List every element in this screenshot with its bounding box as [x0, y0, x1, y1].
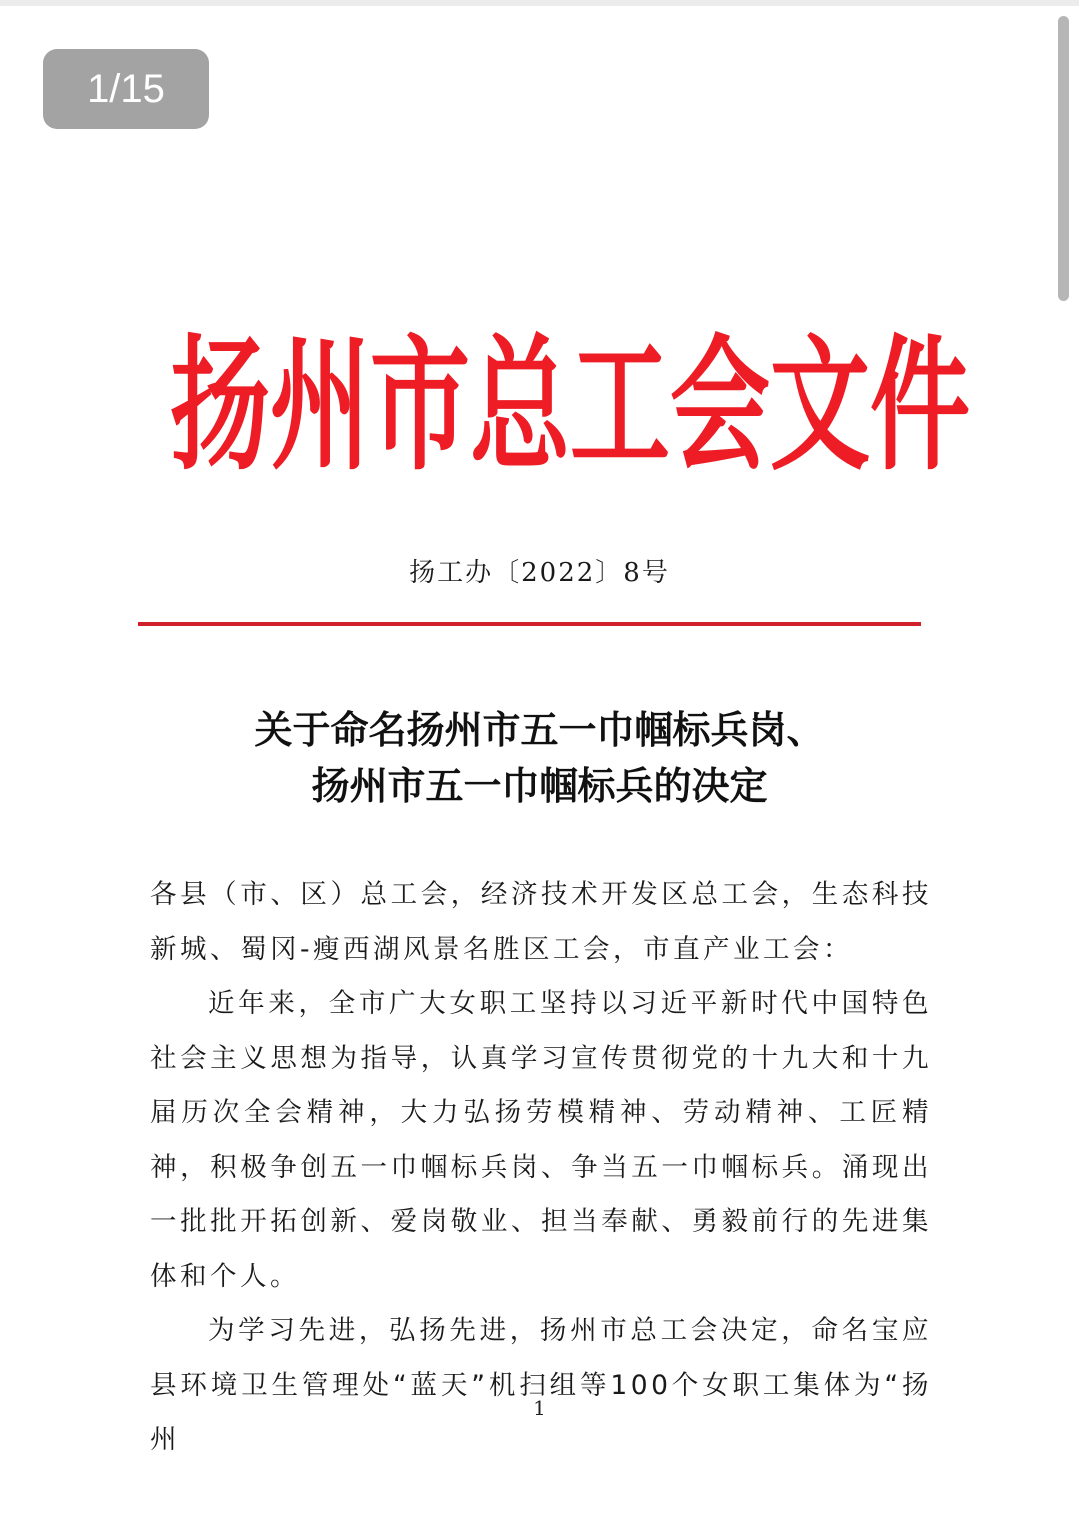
masthead-char: 扬 [170, 319, 270, 491]
masthead-char: 市 [370, 319, 470, 491]
page-number: 1 [533, 1396, 546, 1420]
masthead-char: 工 [570, 319, 670, 491]
masthead-char: 总 [470, 319, 570, 491]
body-paragraph: 为学习先进，弘扬先进，扬州市总工会决定，命名宝应县环境卫生管理处“蓝天”机扫组等100个女职工集体为“扬州 [150, 1315, 932, 1455]
title-line-1: 关于命名扬州市五一巾帼标兵岗、 [254, 707, 825, 752]
title-line-2: 扬州市五一巾帼标兵的决定 [311, 763, 768, 808]
body-paragraph: 近年来，全市广大女职工坚持以习近平新时代中国特色社会主义思想为指导，认真学习宣传贯彻党的十九大和十九届历次全会精神，大力弘扬劳模精神、劳动精神、工匠精神，积极争创五一巾帼标兵岗、争当五一巾帼标兵。涌现出一批批开拓创新、爱岗敬业、担当奉献、勇毅前行的先进集体和个人。 [150, 988, 932, 1292]
masthead-char: 文 [770, 319, 870, 491]
document-title [0, 702, 1079, 814]
document-number: 扬工办〔2022〕8号 [409, 558, 670, 588]
page-indicator-badge: 1/15 [43, 49, 209, 129]
scrollbar-thumb[interactable] [1058, 16, 1069, 301]
masthead-char: 州 [270, 319, 370, 491]
document-body [150, 868, 932, 1468]
document-masthead [170, 319, 970, 491]
salutation-paragraph: 各县（市、区）总工会，经济技术开发区总工会，生态科技新城、蜀冈-瘦西湖风景名胜区工会，市直产业工会： [150, 879, 932, 965]
masthead-char: 会 [670, 319, 770, 491]
masthead-char: 件 [870, 319, 970, 491]
red-divider-line [138, 622, 921, 626]
